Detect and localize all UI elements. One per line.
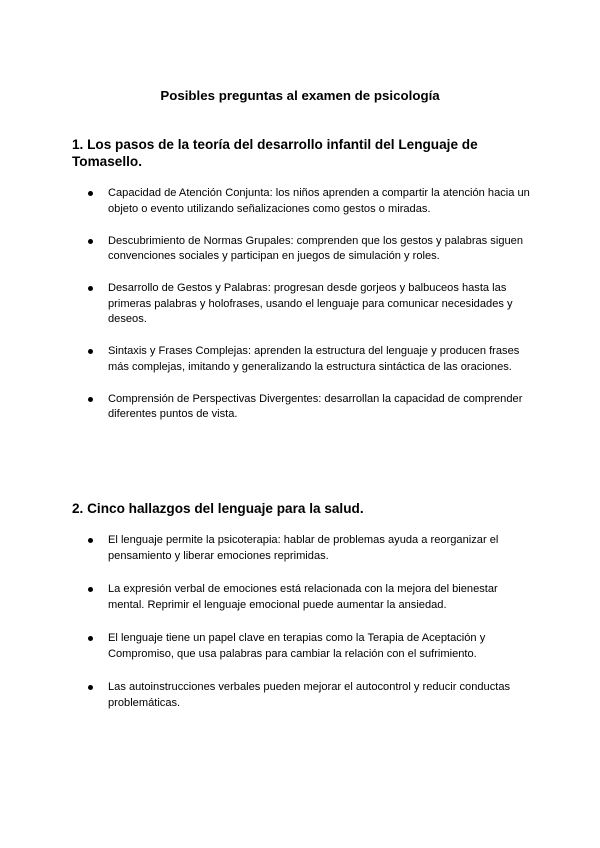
list-item-text: Desarrollo de Gestos y Palabras: progresan desde gorjeos y balbuceos hasta las primeras palabras y holofrases, usando el lenguaje para comunicar necesidades y deseos. <box>108 282 513 325</box>
list-item-text: Descubrimiento de Normas Grupales: comprenden que los gestos y palabras siguen convenciones sociales y participan en juegos de simulación y roles. <box>108 234 524 262</box>
section-2-heading: 2. Cinco hallazgos del lenguaje para la salud. <box>72 501 364 516</box>
list-item-text: La expresión verbal de emociones está relacionada con la mejora del bienestar mental. Reprimir el lenguaje emocional puede aumentar la ansiedad. <box>108 583 498 611</box>
list-item <box>88 344 532 375</box>
list-item-text: El lenguaje tiene un papel clave en terapias como la Terapia de Aceptación y Compromiso, que usa palabras para cambiar la relación con el sufrimiento. <box>108 632 486 660</box>
list-item-text: Capacidad de Atención Conjunta: los niños aprenden a compartir la atención hacia un objeto o evento utilizando señalizaciones como gestos o miradas. <box>108 187 530 215</box>
list-item-text: Las autoinstrucciones verbales pueden mejorar el autocontrol y reducir conductas problemáticas. <box>108 681 511 709</box>
bullet-icon <box>88 538 93 543</box>
bullet-icon <box>88 349 93 354</box>
bullet-icon <box>88 397 93 402</box>
section-2-list <box>88 533 532 729</box>
bullet-icon <box>88 685 93 690</box>
bullet-icon <box>88 636 93 641</box>
list-item <box>88 680 532 711</box>
list-item <box>88 186 532 217</box>
list-item-text: Sintaxis y Frases Complejas: aprenden la estructura del lenguaje y producen frases más complejas, imitando y generalizando la estructura sintáctica de las oraciones. <box>108 345 520 373</box>
list-item <box>88 582 532 613</box>
list-item <box>88 631 532 662</box>
bullet-icon <box>88 587 93 592</box>
list-item <box>88 281 532 328</box>
list-item-text: Comprensión de Perspectivas Divergentes: desarrollan la capacidad de comprender diferentes puntos de vista. <box>108 392 523 420</box>
list-item <box>88 392 532 423</box>
list-item <box>88 234 532 265</box>
section-1-list <box>88 186 532 439</box>
bullet-icon <box>88 239 93 244</box>
bullet-icon <box>88 191 93 196</box>
document-title: Posibles preguntas al examen de psicología <box>160 88 440 103</box>
list-item-text: El lenguaje permite la psicoterapia: hablar de problemas ayuda a reorganizar el pensamiento y liberar emociones reprimidas. <box>108 534 499 562</box>
section-1-heading: 1. Los pasos de la teoría del desarrollo infantil del Lenguaje de Tomasello. <box>72 137 478 169</box>
list-item <box>88 533 532 564</box>
bullet-icon <box>88 286 93 291</box>
